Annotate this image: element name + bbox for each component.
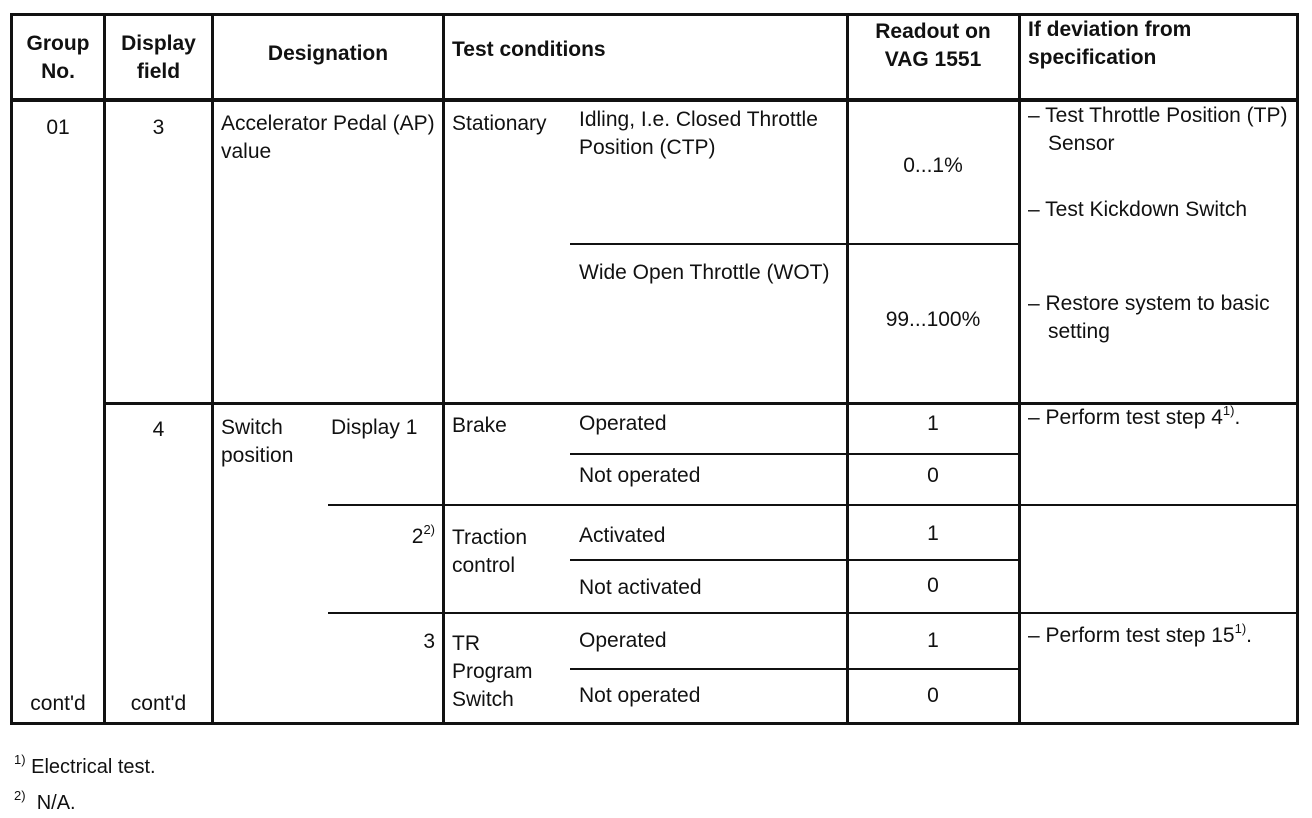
footnote-1-mark: 1) <box>14 752 26 767</box>
ctp-condition: Idling, I.e. Closed Throttle Position (CTP) <box>579 108 818 159</box>
header-group-no: Group No. <box>26 32 90 83</box>
display2-label-text: 2 <box>411 525 424 548</box>
display3-deviation-text: – Perform test step 15 <box>1028 624 1235 647</box>
col-divider-designation <box>442 13 445 725</box>
display3-item: TR Program Switch <box>452 632 533 711</box>
field3-deviation-kickdown: – Test Kickdown Switch <box>1028 198 1248 221</box>
field3-designation: Accelerator Pedal (AP) value <box>221 112 435 163</box>
footnote-2-mark: 2) <box>14 788 26 803</box>
display3-deviation-end: . <box>1246 624 1253 647</box>
col-divider-readout <box>846 13 849 725</box>
display2-row1-readout: 1 <box>927 522 939 545</box>
table-bottom-border <box>10 722 1298 725</box>
display3-row1-condition: Operated <box>579 629 667 652</box>
header-readout: Readout on VAG 1551 <box>875 20 991 71</box>
field3-state: Stationary <box>452 112 547 135</box>
footnote-1-text: Electrical test. <box>31 756 156 778</box>
field4-number: 4 <box>152 418 165 441</box>
footnote-2 <box>14 790 76 816</box>
display1-deviation <box>1028 404 1240 432</box>
display3-row2-readout: 0 <box>927 684 939 707</box>
field3-deviation-tp-sensor: – Test Throttle Position (TP) Sensor <box>1028 104 1288 155</box>
display2-label-footnote: 2) <box>423 522 435 537</box>
display2-item: Traction control <box>452 526 528 577</box>
traction-rows-divider <box>570 559 1018 561</box>
display1-item: Brake <box>452 414 507 437</box>
display1-label: Display 1 <box>331 416 418 439</box>
display2-row1-condition: Activated <box>579 524 666 547</box>
group-number: 01 <box>46 116 70 139</box>
field-contd: cont'd <box>130 692 187 715</box>
brake-rows-divider <box>570 453 1018 455</box>
header-designation: Designation <box>267 42 389 65</box>
display1-deviation-end: . <box>1234 406 1241 429</box>
display3-deviation <box>1028 622 1290 650</box>
col-divider-group <box>103 13 106 725</box>
display1-row2-readout: 0 <box>927 464 939 487</box>
wot-condition: Wide Open Throttle (WOT) <box>579 261 830 284</box>
field4-designation: Switch position <box>221 416 294 467</box>
table-left-border <box>10 13 13 725</box>
header-deviation: If deviation from specification <box>1028 18 1192 69</box>
display1-row1-condition: Operated <box>579 412 667 435</box>
display1-row1-readout: 1 <box>927 412 939 435</box>
ctp-readout: 0...1% <box>903 154 963 177</box>
header-display-field: Display field <box>121 32 196 83</box>
display3-row2-condition: Not operated <box>579 684 701 707</box>
header-test-conditions: Test conditions <box>452 38 606 61</box>
group-contd: cont'd <box>30 692 86 715</box>
footnote-2-text: N/A. <box>36 792 76 814</box>
wot-readout: 99...100% <box>885 308 981 331</box>
display3-deviation-footnote: 1) <box>1234 621 1247 636</box>
footnote-1 <box>14 754 156 780</box>
display2-label <box>331 523 435 551</box>
ctp-wot-divider <box>570 243 1018 245</box>
display3-row1-readout: 1 <box>927 629 939 652</box>
col-divider-field <box>211 13 214 725</box>
tr-rows-divider <box>570 668 1018 670</box>
table-right-border <box>1296 13 1299 725</box>
display3-label: 3 <box>423 630 435 653</box>
display2-display3-divider <box>328 612 1298 614</box>
field3-deviation-restore: – Restore system to basic setting <box>1028 292 1270 343</box>
display1-deviation-text: – Perform test step 4 <box>1028 406 1223 429</box>
display1-deviation-footnote: 1) <box>1222 403 1235 418</box>
field3-number: 3 <box>152 116 165 139</box>
display2-row2-readout: 0 <box>927 574 939 597</box>
display1-display2-divider <box>328 504 1298 506</box>
display2-row2-condition: Not activated <box>579 576 702 599</box>
display1-row2-condition: Not operated <box>579 464 701 487</box>
col-divider-deviation <box>1018 13 1021 725</box>
